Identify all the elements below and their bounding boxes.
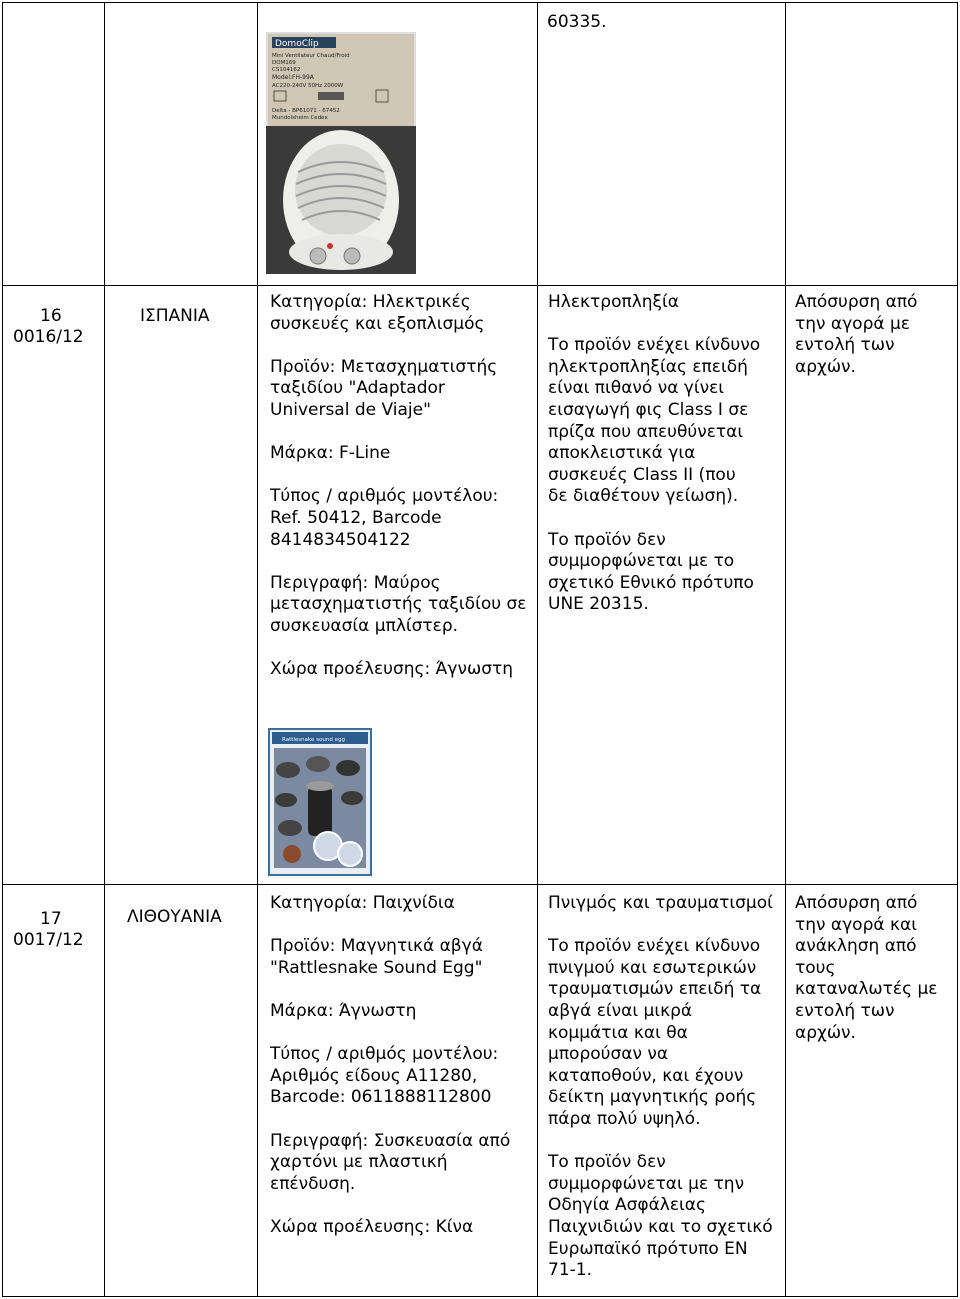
table-border-bottom	[2, 1296, 958, 1297]
magnetic-eggs-photo	[268, 728, 372, 876]
eggs-box-label: Rattlesnake sound egg	[282, 737, 345, 743]
measures-taken: Απόσυρση από την αγορά με εντολή των αρχών.	[795, 292, 918, 377]
country-name: ΛΙΘΟΥΑΝΙΑ	[127, 907, 222, 927]
row-number: 17	[40, 909, 62, 929]
measures-taken: Απόσυρση από την αγορά και ανάκληση από τους καταναλωτές με εντολή των αρχών.	[795, 893, 938, 1043]
risk-description: Ηλεκτροπληξία Το προϊόν ενέχει κίνδυνο ηλεκτροπληξίας επειδή είναι πιθανό να γίνει εισαγωγή φις Class I σε πρίζα που απευθύνεται αποκλειστικά για συσκευές Class II (που δε διαθέτουν γείωση). Το προϊόν δεν συμμορφώνεται με το σχετικό Εθνικό πρότυπο UNE 20315.	[548, 292, 761, 615]
column-divider	[104, 2, 105, 1297]
table-border-right	[957, 2, 958, 1297]
svg-text:Delta - BP61071 - 67452: Delta - BP61071 - 67452	[272, 108, 340, 114]
row-reference: 0016/12	[13, 327, 84, 347]
table-border-top	[2, 2, 958, 3]
svg-text:Model:FH-99A: Model:FH-99A	[272, 74, 314, 81]
fan-heater-photo	[266, 32, 416, 274]
row-reference: 0017/12	[13, 930, 84, 950]
product-description: Κατηγορία: Ηλεκτρικές συσκευές και εξοπλισμός Προϊόν: Μετασχηματιστής ταξιδίου "Adaptador Universal de Viaje" Μάρκα: F-Line Τύπος / αριθμός μοντέλου: Ref. 50412, Barcode 8414834504122 Περιγραφή: Μαύρος μετασχηματιστής ταξιδίου σε συσκευασία μπλίστερ. Χώρα προέλευσης: Άγνωστη	[270, 292, 527, 680]
column-divider	[537, 2, 538, 1297]
row-divider-17	[2, 884, 958, 885]
svg-text:DOM169: DOM169	[272, 60, 296, 66]
product-description: Κατηγορία: Παιχνίδια Προϊόν: Μαγνητικά αβγά "Rattlesnake Sound Egg" Μάρκα: Άγνωστη Τύπος / αριθμός μοντέλου: Αριθμός είδους A11280, Barcode: 0611888112800 Περιγραφή: Συσκευασία από χαρτόνι με πλαστική επένδυση. Χώρα προέλευσης: Κίνα	[270, 893, 511, 1237]
previous-row-text: 60335.	[547, 12, 607, 32]
column-divider	[257, 2, 258, 1297]
row-number: 16	[40, 306, 62, 326]
svg-text:AC220-240V 50Hz 2000W: AC220-240V 50Hz 2000W	[272, 83, 344, 89]
country-name: ΙΣΠΑΝΙΑ	[140, 306, 210, 326]
svg-text:Mini Ventilateur Chaud/Froid: Mini Ventilateur Chaud/Froid	[272, 53, 350, 59]
svg-text:Mundolsheim Cedex: Mundolsheim Cedex	[272, 115, 328, 121]
column-divider	[785, 2, 786, 1297]
row-divider-16	[2, 285, 958, 286]
svg-text:CS104162: CS104162	[272, 67, 301, 73]
risk-description: Πνιγμός και τραυματισμοί Το προϊόν ενέχει κίνδυνο πνιγμού και εσωτερικών τραυματισμών επειδή τα αβγά είναι μικρά κομμάτια και θα μπορούσαν να καταποθούν, και έχουν δείκτη μαγνητικής ροής πάρα πολύ υψηλό. Το προϊόν δεν συμμορφώνεται με την Οδηγία Ασφάλειας Παιχνιδιών και το σχετικό Ευρωπαϊκό πρότυπο EN 71-1.	[548, 893, 773, 1281]
heater-label-brand: DomoClip	[275, 39, 319, 49]
table-border-left	[2, 2, 3, 1297]
